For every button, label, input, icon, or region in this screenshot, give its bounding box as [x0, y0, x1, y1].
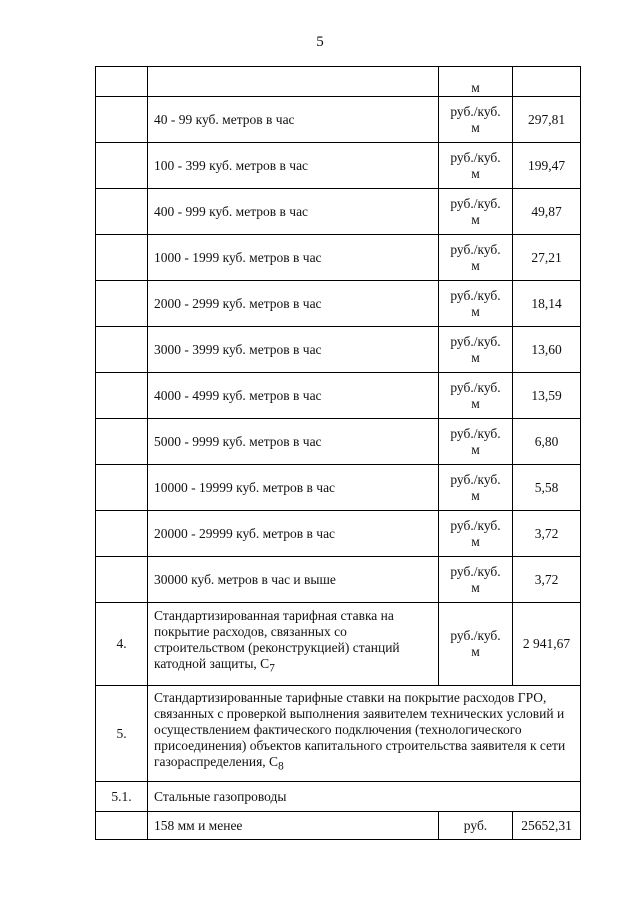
range-value: 6,80 — [513, 419, 581, 465]
range-name: 100 - 399 куб. метров в час — [148, 143, 439, 189]
range-unit: руб./куб. м — [439, 557, 513, 603]
table-row-continuation — [96, 67, 581, 97]
table-row — [96, 327, 581, 373]
table-row — [96, 143, 581, 189]
range-unit: руб./куб. м — [439, 327, 513, 373]
cell-num — [96, 419, 148, 465]
table-row — [96, 419, 581, 465]
table-row — [96, 235, 581, 281]
range-unit: руб./куб. м — [439, 235, 513, 281]
table-row — [96, 373, 581, 419]
table-row — [96, 281, 581, 327]
item-name-subscript: 8 — [278, 760, 284, 773]
table-row — [96, 189, 581, 235]
range-value: 25652,31 — [513, 812, 581, 840]
range-name: 20000 - 29999 куб. метров в час — [148, 511, 439, 557]
cell-num — [96, 511, 148, 557]
item-name — [148, 603, 439, 686]
range-name: 4000 - 4999 куб. метров в час — [148, 373, 439, 419]
item-name-text: Стандартизированная тарифная ставка на покрытие расходов, связанных со строительством (реконструкцией) станций катодной защиты, C — [154, 608, 400, 671]
range-name: 40 - 99 куб. метров в час — [148, 97, 439, 143]
table-row-item-4 — [96, 603, 581, 686]
range-unit: руб./куб. м — [439, 511, 513, 557]
range-name: 30000 куб. метров в час и выше — [148, 557, 439, 603]
cell-num — [96, 281, 148, 327]
range-name: 3000 - 3999 куб. метров в час — [148, 327, 439, 373]
range-name: 1000 - 1999 куб. метров в час — [148, 235, 439, 281]
range-unit: руб./куб. м — [439, 97, 513, 143]
range-value: 13,59 — [513, 373, 581, 419]
cell-num — [96, 327, 148, 373]
table-row — [96, 812, 581, 840]
table-row — [96, 557, 581, 603]
range-unit: руб./куб. м — [439, 189, 513, 235]
table-row — [96, 511, 581, 557]
item-number: 4. — [96, 603, 148, 686]
cell-num — [96, 97, 148, 143]
item-name-subscript: 7 — [269, 662, 275, 675]
range-value: 18,14 — [513, 281, 581, 327]
cell-num — [96, 67, 148, 97]
cell-num — [96, 812, 148, 840]
table-row — [96, 97, 581, 143]
item-unit: руб./куб. м — [439, 603, 513, 686]
range-value: 27,21 — [513, 235, 581, 281]
cell-num — [96, 557, 148, 603]
range-name: 158 мм и менее — [148, 812, 439, 840]
page-number: 5 — [316, 34, 324, 50]
range-name: 5000 - 9999 куб. метров в час — [148, 419, 439, 465]
item-name — [148, 686, 581, 782]
table-row-item-5-1 — [96, 782, 581, 812]
range-unit: руб./куб. м — [439, 419, 513, 465]
cell-name — [148, 67, 439, 97]
cell-value — [513, 67, 581, 97]
item-value: 2 941,67 — [513, 603, 581, 686]
tariff-table — [95, 66, 581, 840]
range-name: 2000 - 2999 куб. метров в час — [148, 281, 439, 327]
range-unit: руб./куб. м — [439, 373, 513, 419]
item-name-text: Стандартизированные тарифные ставки на покрытие расходов ГРО, связанных с проверкой выполнения заявителем технических условий и осуществлением фактического подключения (технологического присоединения) объектов капитального строительства заявителя к сети газораспределения, C — [154, 690, 566, 769]
range-unit: руб./куб. м — [439, 281, 513, 327]
table-row — [96, 465, 581, 511]
range-value: 297,81 — [513, 97, 581, 143]
cell-num — [96, 235, 148, 281]
item-name: Стальные газопроводы — [148, 782, 581, 812]
range-value: 3,72 — [513, 557, 581, 603]
range-value: 5,58 — [513, 465, 581, 511]
table-row-item-5 — [96, 686, 581, 782]
cell-num — [96, 189, 148, 235]
cell-num — [96, 143, 148, 189]
cell-unit: м — [439, 67, 513, 97]
range-value: 13,60 — [513, 327, 581, 373]
range-name: 400 - 999 куб. метров в час — [148, 189, 439, 235]
range-value: 199,47 — [513, 143, 581, 189]
range-unit: руб. — [439, 812, 513, 840]
cell-num — [96, 465, 148, 511]
range-unit: руб./куб. м — [439, 143, 513, 189]
item-number: 5.1. — [96, 782, 148, 812]
range-value: 3,72 — [513, 511, 581, 557]
range-unit: руб./куб. м — [439, 465, 513, 511]
range-name: 10000 - 19999 куб. метров в час — [148, 465, 439, 511]
cell-num — [96, 373, 148, 419]
range-value: 49,87 — [513, 189, 581, 235]
item-number: 5. — [96, 686, 148, 782]
